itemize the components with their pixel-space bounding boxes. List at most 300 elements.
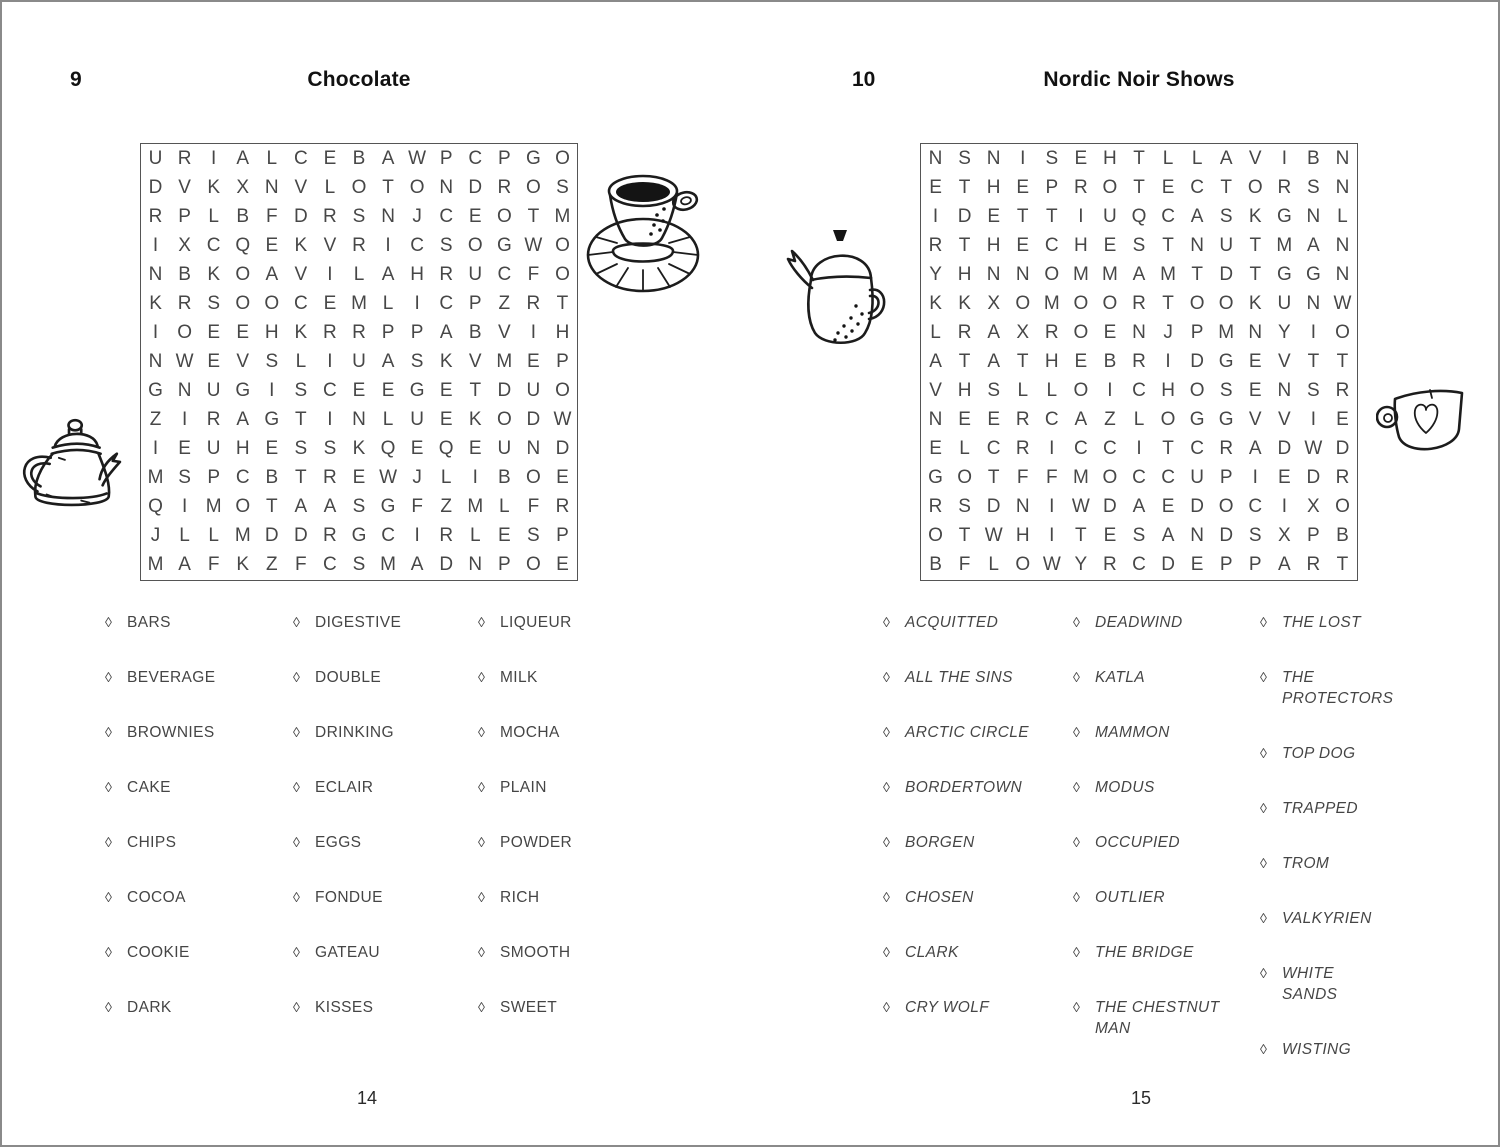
diamond-bullet-icon: ◊ — [293, 834, 301, 850]
word-list-item — [883, 612, 1058, 633]
puzzle-number-right: 10 — [852, 68, 876, 91]
grid-letter-cell: U — [468, 263, 483, 285]
grid-letter-cell: A — [381, 350, 395, 372]
word-label: EGGS — [315, 834, 362, 851]
grid-letter-cell: U — [1277, 292, 1292, 314]
grid-letter-cell: I — [1252, 467, 1258, 489]
grid-letter-cell: F — [411, 496, 423, 518]
grid-letter-cell: C — [1161, 467, 1175, 489]
grid-letter-cell: H — [957, 263, 972, 285]
grid-letter-cell: T — [265, 496, 278, 518]
grid-letter-cell: P — [1190, 321, 1204, 343]
grid-letter-cell: D — [148, 176, 163, 198]
grid-letter-cell: M — [1072, 467, 1089, 489]
grid-letter-cell: B — [468, 321, 482, 343]
grid-letter-cell: S — [1307, 380, 1320, 402]
grid-letter-cell: S — [410, 350, 424, 372]
word-list-item — [105, 887, 275, 908]
word-list-item — [105, 612, 275, 633]
grid-letter-cell: L — [353, 263, 365, 285]
word-label: ECLAIR — [315, 779, 374, 796]
grid-letter-cell: I — [181, 496, 188, 518]
grid-letter-cell: W — [524, 234, 543, 256]
grid-letter-cell: Y — [1074, 554, 1088, 576]
grid-letter-cell: E — [323, 292, 337, 314]
grid-letter-cell: E — [265, 438, 279, 460]
grid-letter-cell: M — [496, 350, 513, 372]
grid-letter-cell: I — [181, 409, 188, 431]
grid-letter-cell: E — [958, 409, 971, 431]
grid-letter-cell: L — [959, 438, 970, 460]
grid-letter-cell: N — [264, 176, 279, 198]
grid-letter-cell: C — [439, 292, 454, 314]
grid-letter-cell: V — [294, 176, 308, 198]
grid-letter-cell: E — [207, 321, 220, 343]
diamond-bullet-icon: ◊ — [1260, 965, 1268, 981]
grid-letter-cell: E — [178, 438, 191, 460]
grid-letter-cell: W — [379, 467, 398, 489]
word-list-item — [293, 887, 463, 908]
diamond-bullet-icon: ◊ — [1260, 910, 1268, 926]
grid-letter-cell: A — [1307, 234, 1320, 256]
word-list-item — [1260, 612, 1392, 633]
diamond-bullet-icon: ◊ — [883, 779, 891, 795]
word-list-item — [293, 612, 463, 633]
word-label: BROWNIES — [127, 724, 215, 741]
diamond-bullet-icon: ◊ — [293, 889, 301, 905]
grid-letter-cell: U — [148, 147, 163, 169]
grid-letter-cell: N — [1335, 176, 1350, 198]
grid-letter-cell: M — [147, 467, 164, 489]
grid-letter-cell: F — [207, 554, 220, 576]
grid-letter-cell: C — [986, 438, 1001, 460]
word-list-column — [1073, 612, 1223, 1073]
grid-letter-cell: O — [555, 380, 570, 402]
grid-letter-cell: G — [1276, 263, 1292, 285]
grid-letter-cell: S — [352, 205, 366, 227]
grid-letter-cell: V — [929, 380, 942, 402]
word-label: THE PROTECTORS — [1282, 669, 1394, 707]
grid-letter-cell: U — [1190, 467, 1204, 489]
grid-letter-cell: B — [929, 554, 942, 576]
grid-letter-cell: Z — [265, 554, 278, 576]
grid-letter-cell: N — [1335, 263, 1350, 285]
grid-letter-cell: N — [381, 205, 395, 227]
grid-letter-cell: I — [327, 409, 333, 431]
grid-letter-cell: U — [1103, 205, 1117, 227]
grid-letter-cell: O — [1102, 176, 1118, 198]
word-label: KISSES — [315, 999, 374, 1016]
grid-letter-cell: N — [468, 554, 483, 576]
grid-letter-cell: F — [265, 205, 278, 227]
grid-letter-cell: H — [957, 380, 972, 402]
grid-letter-cell: O — [1044, 263, 1060, 285]
word-label: CAKE — [127, 779, 171, 796]
diamond-bullet-icon: ◊ — [478, 944, 486, 960]
grid-letter-cell: K — [207, 263, 220, 285]
grid-letter-cell: O — [1160, 409, 1176, 431]
grid-letter-cell: E — [1190, 554, 1204, 576]
grid-letter-cell: T — [556, 292, 569, 314]
grid-letter-cell: E — [1161, 496, 1175, 518]
grid-letter-cell: P — [1307, 525, 1320, 547]
diamond-bullet-icon: ◊ — [1260, 745, 1268, 761]
grid-letter-cell: C — [1132, 467, 1146, 489]
coffee-pot-icon — [780, 218, 900, 355]
word-label: THE LOST — [1282, 614, 1361, 631]
grid-letter-cell: H — [1015, 525, 1030, 547]
grid-letter-cell: O — [1102, 292, 1118, 314]
grid-letter-cell: N — [526, 438, 541, 460]
grid-letter-cell: U — [526, 380, 541, 402]
grid-letter-cell: E — [352, 467, 366, 489]
word-list-item — [478, 887, 648, 908]
grid-letter-cell: O — [526, 176, 541, 198]
grid-letter-cell: S — [958, 147, 971, 169]
grid-letter-cell: V — [323, 234, 337, 256]
grid-letter-cell: E — [323, 147, 337, 169]
coffee-cup-on-saucer-icon — [584, 163, 704, 295]
grid-letter-cell: R — [323, 205, 337, 227]
grid-letter-cell: W — [1304, 438, 1323, 460]
grid-letter-cell: O — [1015, 554, 1031, 576]
grid-letter-cell: G — [264, 409, 280, 431]
grid-letter-cell: T — [1016, 205, 1029, 227]
grid-letter-cell: L — [469, 525, 481, 547]
word-list-item — [105, 832, 275, 853]
grid-letter-cell: C — [497, 263, 512, 285]
diamond-bullet-icon: ◊ — [1260, 855, 1268, 871]
grid-letter-cell: F — [295, 554, 307, 576]
grid-letter-cell: C — [410, 234, 424, 256]
grid-letter-cell: O — [235, 263, 251, 285]
grid-letter-cell: M — [147, 554, 164, 576]
grid-letter-cell: G — [148, 380, 163, 402]
grid-letter-cell: R — [439, 263, 454, 285]
grid-letter-cell: K — [236, 554, 250, 576]
word-label: OCCUPIED — [1095, 834, 1181, 851]
grid-letter-cell: O — [555, 234, 570, 256]
grid-letter-cell: G — [1218, 350, 1234, 372]
heart-mug-icon — [1376, 377, 1476, 470]
grid-letter-cell: D — [1161, 554, 1175, 576]
grid-letter-cell: V — [1248, 147, 1262, 169]
grid-letter-cell: E — [1248, 350, 1262, 372]
grid-letter-cell: R — [206, 409, 221, 431]
grid-letter-cell: V — [497, 321, 511, 343]
grid-letter-cell: S — [207, 292, 220, 314]
grid-letter-cell: C — [323, 554, 337, 576]
puzzle-title-left: Chocolate — [307, 68, 411, 91]
grid-letter-cell: E — [1016, 176, 1030, 198]
diamond-bullet-icon: ◊ — [1260, 614, 1268, 630]
grid-letter-cell: G — [409, 380, 425, 402]
grid-letter-cell: G — [1189, 409, 1205, 431]
diamond-bullet-icon: ◊ — [883, 614, 891, 630]
grid-letter-cell: G — [928, 467, 943, 489]
word-list-item — [1073, 942, 1223, 963]
grid-letter-cell: C — [1161, 205, 1175, 227]
grid-letter-cell: O — [1218, 292, 1234, 314]
grid-letter-cell: H — [1103, 147, 1117, 169]
grid-letter-cell: O — [264, 292, 280, 314]
grid-letter-cell: P — [468, 292, 482, 314]
grid-letter-cell: D — [1335, 438, 1350, 460]
grid-letter-cell: O — [555, 263, 570, 285]
diamond-bullet-icon: ◊ — [293, 614, 301, 630]
grid-letter-cell: E — [265, 234, 279, 256]
grid-letter-cell: N — [1015, 263, 1030, 285]
grid-letter-cell: M — [380, 554, 396, 576]
grid-letter-cell: T — [958, 234, 971, 256]
word-list-item — [1073, 722, 1223, 743]
grid-letter-cell: V — [1277, 350, 1291, 372]
word-label: KATLA — [1095, 669, 1145, 686]
grid-letter-cell: R — [323, 525, 337, 547]
grid-letter-cell: N — [1248, 321, 1263, 343]
grid-letter-cell: O — [1335, 321, 1350, 343]
word-list-item — [293, 832, 463, 853]
grid-letter-cell: M — [1072, 263, 1089, 285]
grid-letter-cell: A — [1074, 409, 1088, 431]
grid-letter-cell: S — [178, 467, 191, 489]
word-label: RICH — [500, 889, 540, 906]
diamond-bullet-icon: ◊ — [105, 889, 113, 905]
grid-letter-cell: A — [1190, 205, 1204, 227]
word-label: MOCHA — [500, 724, 560, 741]
grid-letter-cell: E — [468, 205, 482, 227]
grid-letter-cell: J — [1163, 321, 1173, 343]
word-list-left — [105, 612, 665, 1082]
word-list-item — [293, 667, 463, 688]
diamond-bullet-icon: ◊ — [293, 779, 301, 795]
word-list-item — [883, 667, 1058, 688]
puzzle-title-right: Nordic Noir Shows — [1043, 68, 1235, 91]
grid-letter-cell: O — [496, 409, 512, 431]
grid-letter-cell: I — [385, 234, 391, 256]
grid-letter-cell: L — [208, 205, 219, 227]
grid-letter-cell: G — [380, 496, 396, 518]
word-list-item — [883, 832, 1058, 853]
grid-letter-cell: I — [327, 350, 333, 372]
grid-letter-cell: L — [179, 525, 190, 547]
word-list-item — [105, 997, 275, 1018]
grid-letter-cell: C — [293, 292, 308, 314]
grid-letter-cell: M — [351, 292, 367, 314]
grid-letter-cell: N — [1335, 234, 1350, 256]
grid-letter-cell: W — [1071, 496, 1090, 518]
grid-letter-cell: T — [1162, 234, 1174, 256]
grid-letter-cell: E — [439, 380, 453, 402]
grid-letter-cell: O — [235, 496, 251, 518]
grid-letter-cell: X — [987, 292, 1000, 314]
word-list-item — [883, 777, 1058, 798]
grid-letter-cell: Q — [438, 438, 454, 460]
grid-letter-cell: L — [1191, 147, 1203, 169]
grid-letter-cell: W — [553, 409, 572, 431]
grid-letter-cell: A — [1132, 263, 1146, 285]
word-label: BORDERTOWN — [905, 779, 1023, 796]
grid-letter-cell: N — [1132, 321, 1146, 343]
grid-letter-cell: O — [1335, 496, 1350, 518]
grid-letter-cell: I — [211, 147, 217, 169]
grid-letter-cell: E — [929, 438, 942, 460]
grid-letter-cell: N — [352, 409, 366, 431]
grid-letter-cell: L — [324, 176, 336, 198]
grid-letter-cell: E — [556, 554, 569, 576]
grid-letter-cell: A — [323, 496, 337, 518]
grid-letter-cell: S — [1219, 205, 1233, 227]
grid-letter-cell: N — [148, 263, 163, 285]
grid-letter-cell: H — [1073, 234, 1088, 256]
grid-letter-cell: Q — [148, 496, 163, 518]
grid-letter-cell: A — [236, 409, 250, 431]
teapot-icon — [12, 416, 124, 520]
grid-letter-cell: S — [1132, 525, 1146, 547]
grid-letter-cell: K — [294, 321, 308, 343]
grid-letter-cell: L — [499, 496, 510, 518]
grid-letter-cell: N — [1306, 292, 1321, 314]
grid-letter-cell: W — [1333, 292, 1352, 314]
grid-letter-cell: O — [1189, 292, 1205, 314]
grid-letter-cell: C — [1044, 409, 1059, 431]
grid-letter-cell: W — [408, 147, 427, 169]
grid-letter-cell: R — [1015, 409, 1030, 431]
grid-letter-cell: X — [236, 176, 250, 198]
grid-letter-cell: N — [1015, 496, 1030, 518]
grid-letter-cell: Q — [235, 234, 251, 256]
grid-letter-cell: N — [177, 380, 192, 402]
grid-letter-cell: B — [178, 263, 191, 285]
word-list-column — [478, 612, 648, 1052]
grid-letter-cell: D — [1190, 496, 1204, 518]
word-list-item — [478, 777, 648, 798]
diamond-bullet-icon: ◊ — [478, 889, 486, 905]
grid-letter-cell: Y — [1277, 321, 1291, 343]
grid-letter-cell: L — [1046, 380, 1058, 402]
word-label: COCOA — [127, 889, 186, 906]
word-label: MILK — [500, 669, 538, 686]
word-list-item — [1073, 777, 1223, 798]
grid-letter-cell: S — [556, 176, 569, 198]
grid-letter-cell: P — [381, 321, 395, 343]
grid-letter-cell: I — [1107, 380, 1113, 402]
word-label: WISTING — [1282, 1041, 1352, 1058]
grid-letter-cell: C — [1248, 496, 1263, 518]
word-label: TRAPPED — [1282, 800, 1359, 817]
grid-letter-cell: L — [1337, 205, 1348, 227]
grid-letter-cell: M — [1218, 321, 1235, 343]
grid-letter-cell: E — [236, 321, 250, 343]
grid-letter-cell: N — [439, 176, 454, 198]
grid-letter-cell: U — [352, 350, 366, 372]
grid-letter-cell: E — [1103, 234, 1117, 256]
grid-letter-cell: W — [984, 525, 1003, 547]
grid-letter-cell: O — [1102, 467, 1118, 489]
grid-letter-cell: O — [1247, 176, 1263, 198]
grid-letter-cell: C — [1103, 438, 1117, 460]
grid-letter-cell: P — [1219, 467, 1233, 489]
grid-letter-cell: D — [1103, 496, 1117, 518]
grid-letter-cell: R — [1132, 350, 1146, 372]
word-label: GATEAU — [315, 944, 380, 961]
grid-letter-cell: E — [207, 350, 220, 372]
grid-letter-cell: C — [468, 147, 483, 169]
grid-letter-cell: S — [1132, 234, 1146, 256]
grid-letter-cell: R — [526, 292, 541, 314]
grid-letter-cell: U — [206, 380, 221, 402]
grid-letter-cell: P — [556, 525, 569, 547]
grid-letter-cell: A — [1277, 554, 1291, 576]
grid-letter-cell: I — [1078, 205, 1084, 227]
grid-letter-cell: E — [439, 409, 453, 431]
grid-letter-cell: F — [527, 496, 540, 518]
word-list-column — [293, 612, 463, 1052]
grid-letter-cell: F — [958, 554, 971, 576]
diamond-bullet-icon: ◊ — [293, 669, 301, 685]
grid-letter-cell: E — [1103, 321, 1117, 343]
grid-letter-cell: D — [1190, 350, 1204, 372]
grid-letter-cell: Z — [1104, 409, 1116, 431]
grid-letter-cell: T — [1336, 554, 1349, 576]
word-list-item — [1073, 887, 1223, 908]
word-list-column — [105, 612, 275, 1052]
grid-letter-cell: G — [1306, 263, 1321, 285]
grid-letter-cell: D — [1277, 438, 1292, 460]
diamond-bullet-icon: ◊ — [105, 779, 113, 795]
grid-letter-cell: O — [1073, 292, 1089, 314]
grid-letter-cell: E — [556, 467, 569, 489]
grid-letter-cell: G — [526, 147, 541, 169]
grid-letter-cell: S — [987, 380, 1000, 402]
word-list-item — [883, 887, 1058, 908]
grid-letter-cell: K — [294, 234, 308, 256]
grid-letter-cell: H — [264, 321, 279, 343]
grid-letter-cell: V — [1248, 409, 1262, 431]
grid-letter-cell: C — [1044, 234, 1059, 256]
grid-letter-cell: E — [987, 409, 1000, 431]
diamond-bullet-icon: ◊ — [1073, 834, 1081, 850]
grid-letter-cell: O — [1189, 380, 1205, 402]
grid-letter-cell: D — [439, 554, 454, 576]
grid-letter-cell: A — [439, 321, 453, 343]
grid-letter-cell: S — [265, 350, 279, 372]
grid-letter-cell: S — [958, 496, 971, 518]
grid-letter-cell: P — [410, 321, 424, 343]
grid-letter-cell: T — [1249, 234, 1262, 256]
grid-letter-cell: T — [958, 350, 971, 372]
grid-letter-cell: M — [1043, 292, 1060, 314]
grid-letter-cell: X — [1277, 525, 1291, 547]
grid-letter-cell: R — [148, 205, 163, 227]
grid-letter-cell: L — [208, 525, 219, 547]
grid-letter-cell: T — [469, 380, 482, 402]
grid-letter-cell: H — [986, 176, 1001, 198]
grid-letter-cell: H — [410, 263, 424, 285]
grid-letter-cell: G — [351, 525, 367, 547]
grid-letter-cell: I — [414, 525, 420, 547]
word-list-column — [883, 612, 1058, 1052]
grid-letter-cell: R — [177, 147, 192, 169]
grid-letter-cell: R — [1015, 438, 1030, 460]
diamond-bullet-icon: ◊ — [478, 724, 486, 740]
grid-letter-cell: I — [1281, 147, 1287, 169]
grid-letter-cell: F — [1016, 467, 1029, 489]
grid-letter-cell: L — [930, 321, 941, 343]
grid-letter-cell: G — [1276, 205, 1292, 227]
grid-letter-cell: H — [986, 234, 1001, 256]
grid-letter-cell: I — [1310, 409, 1317, 431]
